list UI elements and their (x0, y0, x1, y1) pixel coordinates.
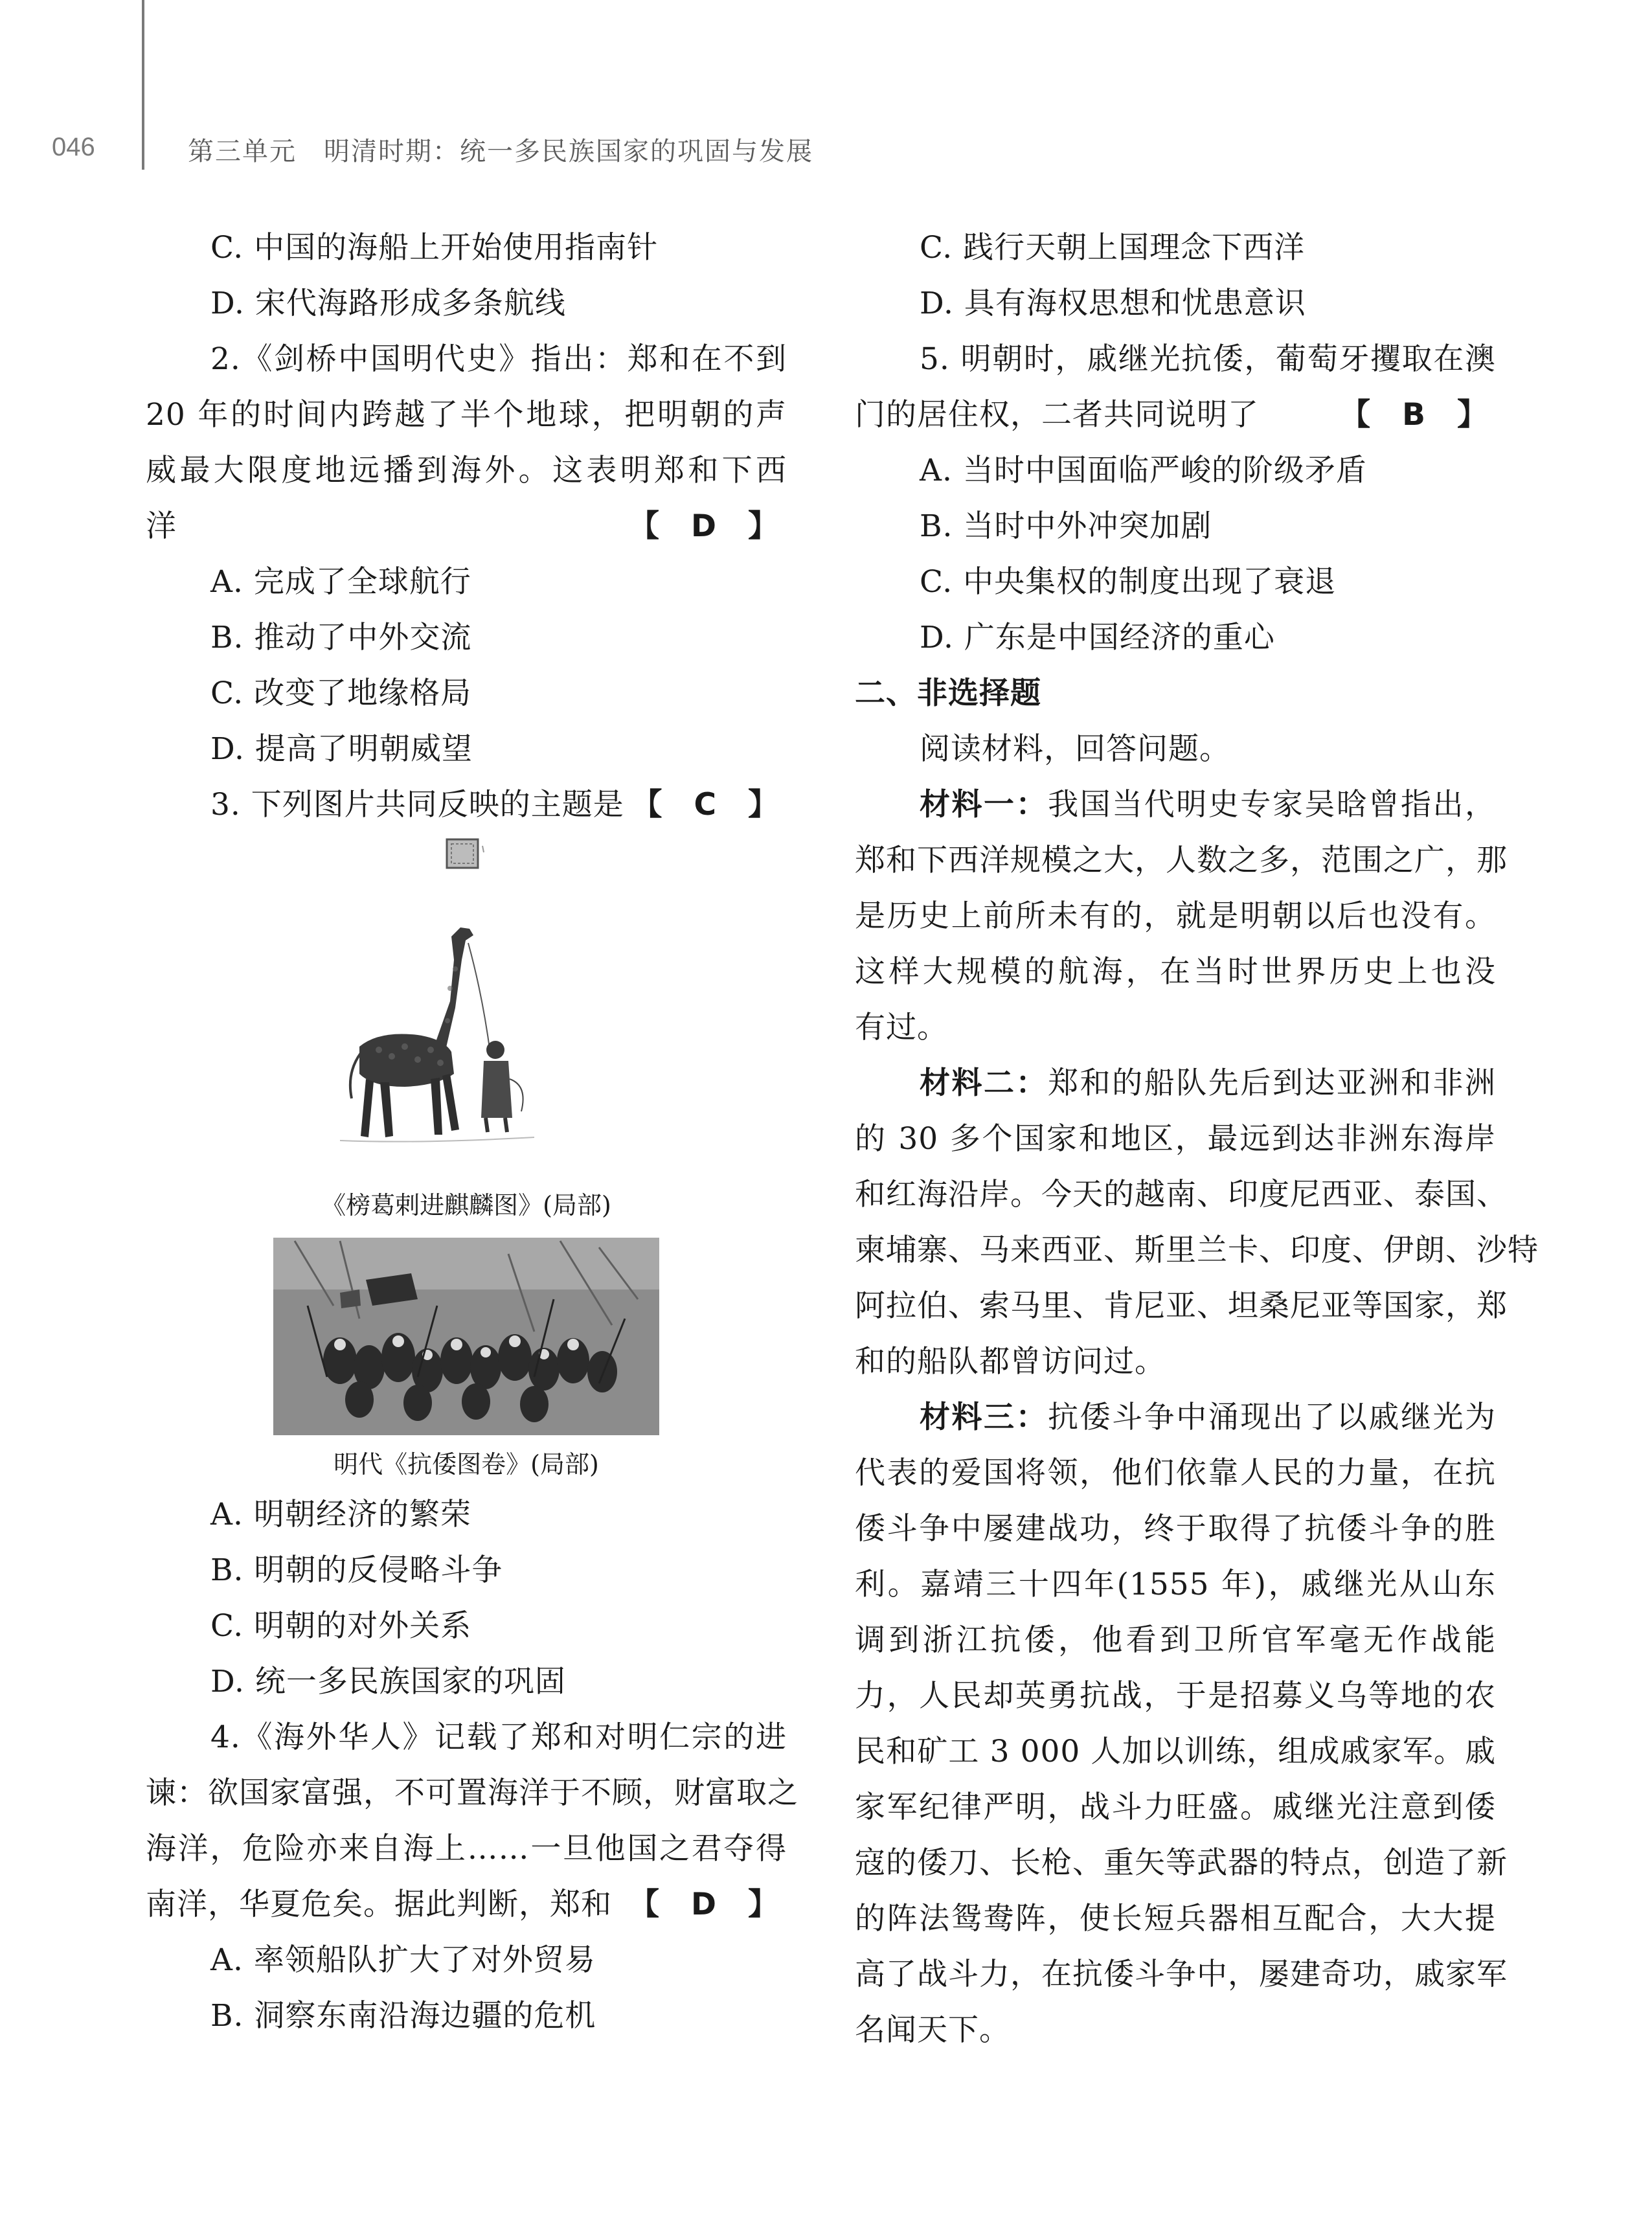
q4-option-a: A. 率领船队扩大了对外贸易 (210, 1942, 596, 1978)
material2-line: 的 30 多个国家和地区，最远到达非洲东海岸 (855, 1121, 1496, 1157)
material3-line: 的阵法鸳鸯阵，使长短兵器相互配合，大大提 (855, 1901, 1496, 1936)
material1-label: 材料一： (920, 787, 1048, 823)
material1-line: 有过。 (855, 1010, 948, 1045)
giraffe-painting-figure (146, 833, 787, 1183)
material2-line: 阿拉伯、索马里、肯尼亚、坦桑尼亚等国家，郑 (855, 1288, 1508, 1324)
q3-answer: 【 C 】 (631, 787, 779, 823)
small-flag (340, 1289, 361, 1308)
material2-line: 柬埔寨、马来西亚、斯里兰卡、印度、伊朗、沙特 (855, 1232, 1539, 1268)
q2-option-c: C. 改变了地缘格局 (210, 676, 472, 711)
q2-option-d: D. 提高了明朝威望 (210, 731, 473, 767)
material3-line: 名闻天下。 (855, 2012, 1010, 2048)
giraffe-painting-caption: 《榜葛剌进麒麟图》(局部) (321, 1191, 611, 1220)
giraffe-painting-image (146, 833, 787, 1183)
q5-option-c: C. 中央集权的制度出现了衰退 (920, 564, 1337, 600)
anti-pirate-scroll-image (146, 1228, 787, 1442)
q4-answer: 【 D 】 (628, 1887, 779, 1922)
q3-option-b: B. 明朝的反侵略斗争 (210, 1552, 503, 1588)
q2-option-a: A. 完成了全球航行 (210, 564, 471, 600)
q4-stem-line: 海洋，危险亦来自海上……一旦他国之君夺得 (146, 1831, 787, 1867)
anti-pirate-scroll-caption: 明代《抗倭图卷》(局部) (334, 1450, 599, 1479)
material2-line: 和红海沿岸。今天的越南、印度尼西亚、泰国、 (855, 1177, 1508, 1212)
anti-pirate-scroll-figure (146, 1228, 787, 1442)
material1-line: 郑和下西洋规模之大，人数之多，范围之广，那 (855, 843, 1508, 878)
material3-line: 家军纪律严明，战斗力旺盛。戚继光注意到倭 (855, 1789, 1496, 1825)
q4-stem-line: 4.《海外华人》记载了郑和对明仁宗的进 (210, 1720, 787, 1755)
q2-answer: 【 D 】 (628, 508, 779, 544)
lead-rope (468, 943, 490, 1053)
section-heading: 二、非选择题 (855, 676, 1041, 711)
q5-option-d: D. 广东是中国经济的重心 (920, 620, 1275, 655)
q5-stem-line (855, 387, 1496, 443)
material3-line: 调到浙江抗倭，他看到卫所官军毫无作战能 (855, 1622, 1496, 1658)
q4-option-d: D. 具有海权思想和忧患意识 (920, 286, 1306, 321)
q5-option-b: B. 当时中外冲突加剧 (920, 508, 1212, 544)
q3-stem-text: 3. 下列图片共同反映的主题是 (210, 787, 624, 823)
q1-option-c: C. 中国的海船上开始使用指南针 (210, 230, 659, 266)
material3-line: 寇的倭刀、长枪、重矢等武器的特点，创造了新 (855, 1845, 1508, 1881)
material3-line: 高了战斗力，在抗倭斗争中，屡建奇功，戚家军 (855, 1957, 1508, 1992)
material2-label: 材料二： (920, 1065, 1048, 1101)
q5-answer: 【 B 】 (1340, 397, 1488, 433)
material1-line: 这样大规模的航海，在当时世界历史上也没 (855, 954, 1496, 990)
material3-line: 力，人民却英勇抗战，于是招募义乌等地的农 (855, 1678, 1496, 1714)
material1-line: 是历史上前所未有的，就是明朝以后也没有。 (855, 898, 1496, 934)
q5-stem-end: 门的居住权，二者共同说明了 (855, 397, 1259, 433)
q2-stem-end: 洋 (146, 508, 177, 544)
material2-line (855, 1056, 1496, 1111)
left-column (146, 220, 798, 2044)
material3-line: 民和矿工 3 000 人加以训练，组成戚家军。戚 (855, 1734, 1496, 1769)
giraffe-figure (350, 927, 473, 1137)
q4-option-b: B. 洞察东南沿海边疆的危机 (210, 1998, 596, 2034)
q2-stem-line: 2.《剑桥中国明代史》指出：郑和在不到 (210, 341, 787, 377)
q4-stem-line (146, 1877, 787, 1933)
material2-text: 郑和的船队先后到达亚洲和非洲 (1048, 1065, 1497, 1101)
q4-stem-line: 谏：欲国家富强，不可置海洋于不顾，财富取之 (146, 1775, 798, 1811)
q2-stem-line (146, 499, 787, 554)
q4-stem-end: 南洋，华夏危矣。据此判断，郑和 (146, 1887, 612, 1922)
material3-text: 抗倭斗争中涌现出了以戚继光为 (1048, 1400, 1497, 1435)
material1-text: 我国当代明史专家吴晗曾指出， (1048, 787, 1497, 823)
material3-line: 代表的爱国将领，他们依靠人民的力量，在抗 (855, 1455, 1496, 1491)
q5-option-a: A. 当时中国面临严峻的阶级矛盾 (920, 453, 1367, 488)
seal-stamp (447, 839, 484, 868)
q5-stem-line: 5. 明朝时，戚继光抗倭，葡萄牙攫取在澳 (920, 341, 1496, 377)
ground-line (340, 1137, 534, 1142)
attendant-figure (481, 1041, 523, 1132)
q3-option-a: A. 明朝经济的繁荣 (210, 1497, 471, 1532)
material3-label: 材料三： (920, 1400, 1048, 1435)
q3-stem (146, 777, 787, 833)
q3-option-c: C. 明朝的对外关系 (210, 1608, 472, 1644)
q3-option-d: D. 统一多民族国家的巩固 (210, 1664, 566, 1699)
material3-line (855, 1390, 1496, 1446)
right-column (855, 220, 1539, 2058)
material1-line (855, 777, 1496, 833)
material3-line: 利。嘉靖三十四年(1555 年)，戚继光从山东 (855, 1567, 1496, 1602)
header-rule (142, 0, 144, 170)
q2-stem-line: 20 年的时间内跨越了半个地球，把明朝的声 (146, 397, 787, 433)
q1-option-d: D. 宋代海路形成多条航线 (210, 286, 566, 321)
q2-option-b: B. 推动了中外交流 (210, 620, 472, 655)
material2-line: 和的船队都曾访问过。 (855, 1344, 1166, 1380)
page-number: 046 (52, 133, 95, 161)
q2-stem-line: 威最大限度地远播到海外。这表明郑和下西 (146, 453, 787, 488)
section-instruction: 阅读材料，回答问题。 (920, 731, 1230, 767)
chapter-title: 第三单元 明清时期：统一多民族国家的巩固与发展 (188, 137, 813, 166)
q4-option-c: C. 践行天朝上国理念下西洋 (920, 230, 1306, 266)
material3-line: 倭斗争中屡建战功，终于取得了抗倭斗争的胜 (855, 1511, 1496, 1547)
